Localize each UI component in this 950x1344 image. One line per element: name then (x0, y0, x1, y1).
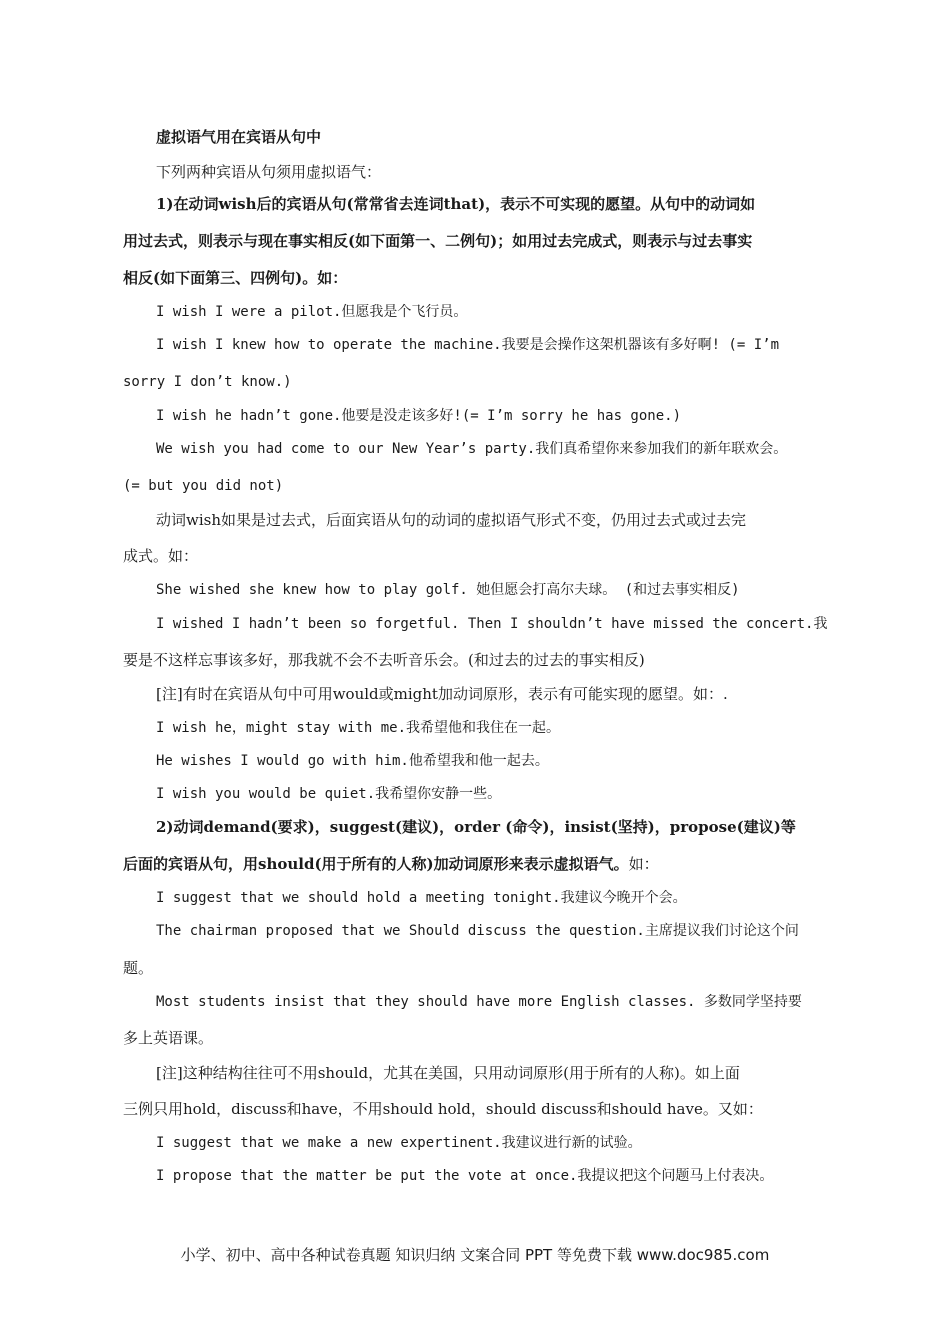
example-10: I suggest that we should hold a meeting tonight.我建议今晚开个会。 (156, 890, 687, 906)
example-2-line1: I wish I knew how to operate the machine.我要是会操作这架机器该有多好啊! (= I’m (156, 337, 780, 353)
note-2-line2: 三例只用hold，discuss和have，不用should hold，should discuss和should have。又如： (123, 1100, 763, 1118)
example-11-line1: The chairman proposed that we Should discuss the question.主席提议我们讨论这个问 (156, 923, 799, 939)
example-12-line1: Most students insist that they should have more English classes. 多数同学坚持要 (156, 994, 802, 1010)
note-1: [注]有时在宾语从句中可用would或might加动词原形，表示有可能实现的愿望。如：. (156, 685, 728, 703)
example-4-line1: We wish you had come to our New Year’s party.我们真希望你来参加我们的新年联欢会。 (156, 441, 788, 457)
rule2-suffix: 如： (628, 855, 659, 873)
example-2-line2: sorry I don’t know.) (123, 374, 292, 390)
rule2-line2: 后面的宾语从句，用should(用于所有的人称)加动词原形来表示虚拟语气。 (123, 855, 629, 873)
rule1-line3: 相反(如下面第三、四例句)。如： (123, 269, 348, 287)
past-note-line1: 动词wish如果是过去式，后面宾语从句的动词的虚拟语气形式不变，仍用过去式或过去完 (156, 511, 746, 529)
example-7: I wish he，might stay with me.我希望他和我住在一起。 (156, 720, 561, 736)
example-6-line2: 要是不这样忘事该多好，那我就不会不去听音乐会。(和过去的过去的事实相反) (123, 651, 645, 669)
example-4-line2: (= but you did not) (123, 478, 284, 494)
example-6-line1: I wished I hadn’t been so forgetful. Then I shouldn’t have missed the concert.我 (156, 616, 828, 632)
intro-text: 下列两种宾语从句须用虚拟语气： (156, 163, 382, 181)
rule2-line1: 2)动词demand(要求)，suggest(建议)，order (命令)，insist(坚持)，propose(建议)等 (156, 818, 796, 836)
example-11-line2: 题。 (123, 959, 154, 977)
document-title: 虚拟语气用在宾语从句中 (156, 128, 322, 146)
example-9: I wish you would be quiet.我希望你安静一些。 (156, 786, 502, 802)
example-3: I wish he hadn’t gone.他要是没走该多好!(= I’m sorry he has gone.) (156, 408, 682, 424)
example-12-line2: 多上英语课。 (123, 1029, 214, 1047)
past-note-line2: 成式。如： (123, 547, 199, 565)
rule1-line1: 1)在动词wish后的宾语从句(常常省去连词that)，表示不可实现的愿望。从句中的动词如 (156, 195, 756, 213)
page-footer: 小学、初中、高中各种试卷真题 知识归纳 文案合同 PPT 等免费下载 www.doc985.com (180, 1246, 770, 1264)
note-2-line1: [注]这种结构往往可不用should，尤其在美国，只用动词原形(用于所有的人称)。如上面 (156, 1064, 740, 1082)
example-1: I wish I were a pilot.但愿我是个飞行员。 (156, 304, 468, 320)
example-14: I propose that the matter be put the vote at once.我提议把这个问题马上付表决。 (156, 1168, 774, 1184)
rule2-line2-wrap (123, 854, 835, 874)
example-13: I suggest that we make a new expertinent.我建议进行新的试验。 (156, 1135, 642, 1151)
rule1-line2: 用过去式，则表示与现在事实相反(如下面第一、二例句)；如用过去完成式，则表示与过去事实 (123, 232, 753, 250)
example-8: He wishes I would go with him.他希望我和他一起去。 (156, 753, 549, 769)
example-5: She wished she knew how to play golf. 她但愿会打高尔夫球。 (和过去事实相反) (156, 582, 740, 598)
